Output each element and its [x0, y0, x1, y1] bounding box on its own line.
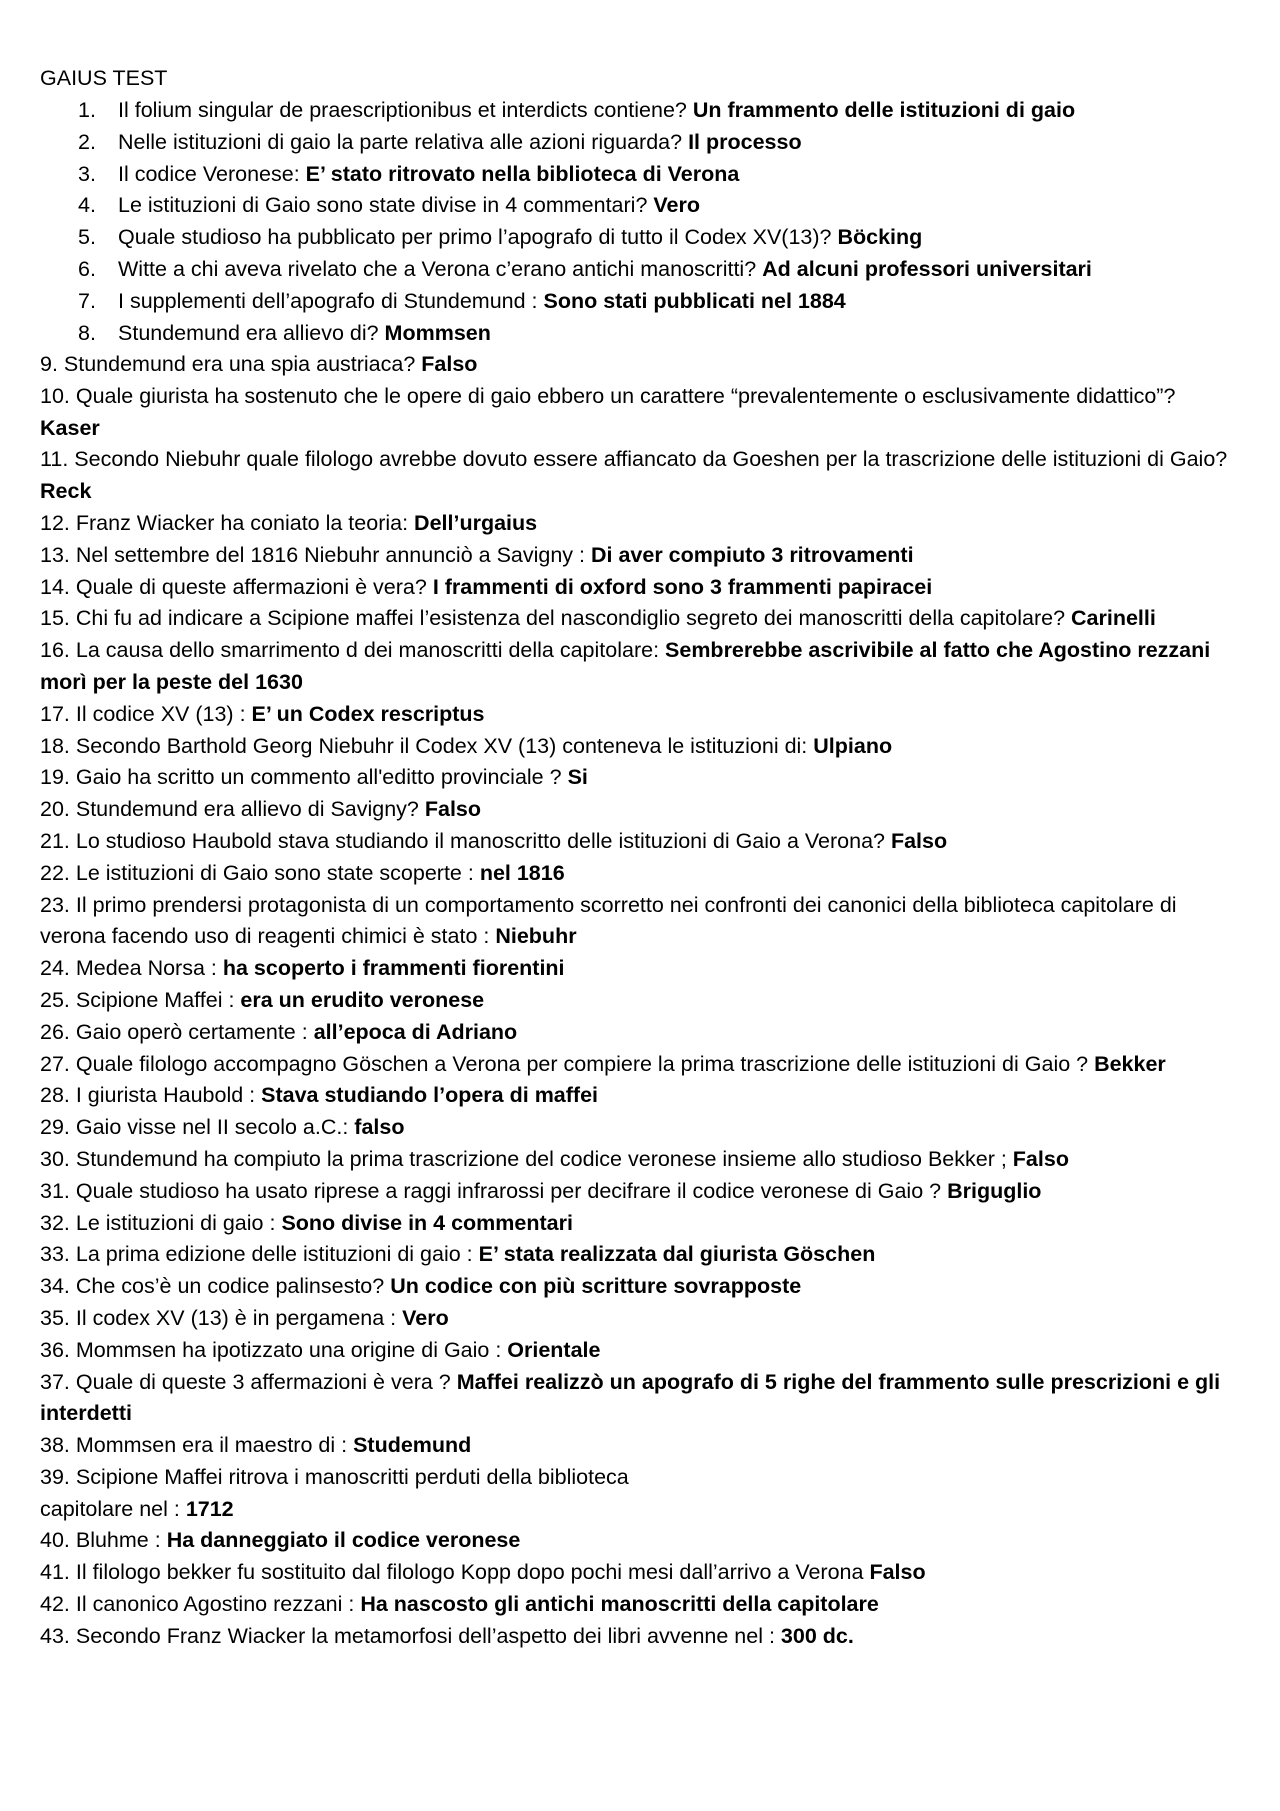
question-text: I supplementi dell’apografo di Stundemund :	[118, 288, 544, 313]
list-item	[40, 1335, 1240, 1367]
answer-text: Kaser	[40, 415, 100, 440]
answer-text: Il processo	[688, 129, 802, 154]
list-item	[40, 1112, 1240, 1144]
list-item	[40, 1557, 1240, 1589]
answer-text: E’ stato ritrovato nella biblioteca di Verona	[305, 161, 740, 186]
list-item	[40, 127, 1092, 159]
question-text: Nelle istituzioni di gaio la parte relativa alle azioni riguarda?	[118, 129, 689, 154]
question-text: 15. Chi fu ad indicare a Scipione maffei l’esistenza del nascondiglio segreto dei manoscritti della capitolare?	[40, 606, 1072, 631]
list-item	[40, 635, 1240, 699]
list-item	[40, 1144, 1240, 1176]
answer-text: I frammenti di oxford sono 3 frammenti papiracei	[432, 574, 933, 599]
question-text: 28. I giurista Haubold :	[40, 1083, 262, 1108]
answer-text: Un frammento delle istituzioni di gaio	[692, 98, 1076, 122]
question-text: Stundemund era allievo di?	[118, 320, 385, 345]
list-item	[40, 603, 1240, 635]
answer-text: all’epoca di Adriano	[313, 1019, 518, 1044]
answer-text: Falso	[421, 352, 478, 376]
question-text: Witte a chi aveva rivelato che a Verona c’erano antichi manoscritti?	[118, 256, 763, 281]
list-item	[40, 1303, 1240, 1335]
question-text: 34. Che cos’è un codice palinsesto?	[40, 1274, 391, 1299]
list-item	[40, 858, 1240, 890]
list-item	[40, 254, 1092, 286]
question-text: 22. Le istituzioni di Gaio sono state scoperte :	[40, 860, 480, 885]
list-item	[40, 953, 1240, 985]
list-item	[40, 890, 1240, 954]
answer-text: Böcking	[837, 225, 923, 250]
list-item	[40, 159, 1092, 191]
list-item	[40, 985, 1240, 1017]
answer-text: 300 dc.	[780, 1623, 854, 1648]
question-text: 11. Secondo Niebuhr quale filologo avrebbe dovuto essere affiancato da Goeshen per la trascrizione delle istituzioni di Gaio?	[40, 447, 1228, 472]
question-text: 25. Scipione Maffei :	[40, 987, 241, 1012]
question-text: 33. La prima edizione delle istituzioni di gaio :	[40, 1242, 479, 1267]
question-text: 16. La causa dello smarrimento d dei manoscritti della capitolare:	[40, 638, 666, 663]
answer-text: Maffei realizzò un apografo di 5 righe del frammento sulle prescrizioni e gli interdetti	[40, 1369, 1221, 1426]
question-text: 39. Scipione Maffei ritrova i manoscritti perduti della biblioteca	[40, 1464, 629, 1489]
answer-text: Sono stati pubblicati nel 1884	[543, 288, 846, 313]
question-text: 41. Il filologo bekker fu sostituito dal filologo Kopp dopo pochi mesi dall’arrivo a Verona	[40, 1560, 870, 1585]
question-text: 24. Medea Norsa :	[40, 956, 223, 981]
item-number: 6.	[78, 256, 96, 281]
list-item	[40, 1589, 1240, 1621]
question-text: 23. Il primo prendersi protagonista di un comportamento scorretto nei confronti dei canonici della biblioteca capitolare di verona facendo uso di reagenti chimici è stato :	[40, 892, 1177, 949]
question-text: 9. Stundemund era una spia austriaca?	[40, 352, 422, 376]
item-number: 5.	[78, 225, 96, 250]
list-item	[40, 1239, 1240, 1271]
item-number: 4.	[78, 193, 96, 218]
answer-text: Briguglio	[947, 1178, 1042, 1203]
question-text: 42. Il canonico Agostino rezzani :	[40, 1592, 361, 1617]
list-item	[40, 1049, 1240, 1081]
answer-text: Vero	[653, 193, 701, 218]
list-item	[40, 222, 1092, 254]
question-text: 38. Mommsen era il maestro di :	[40, 1433, 354, 1458]
answer-text: Un codice con più scritture sovrapposte	[390, 1274, 802, 1299]
question-text: Il codice Veronese:	[118, 161, 306, 186]
answer-text: Di aver compiuto 3 ritrovamenti	[590, 542, 914, 567]
list-item	[40, 444, 1240, 508]
answer-text: Reck	[40, 479, 92, 504]
list-item	[40, 1080, 1240, 1112]
item-number: 8.	[78, 320, 96, 345]
answer-text: Falso	[869, 1560, 926, 1585]
answer-text: Bekker	[1094, 1051, 1166, 1076]
answer-text: Studemund	[353, 1433, 472, 1458]
answer-text: falso	[354, 1115, 405, 1140]
answer-text: Ha danneggiato il codice veronese	[166, 1528, 521, 1553]
question-text: 14. Quale di queste affermazioni è vera?	[40, 574, 433, 599]
answer-text: Carinelli	[1071, 606, 1156, 631]
question-text: 19. Gaio ha scritto un commento all'editto provinciale ?	[40, 765, 568, 790]
list-item	[40, 1462, 1240, 1526]
list-item	[40, 1176, 1240, 1208]
list-item	[40, 731, 1240, 763]
list-item	[40, 1525, 1240, 1557]
answer-text: Vero	[402, 1305, 449, 1330]
question-text: 18. Secondo Barthold Georg Niebuhr il Codex XV (13) conteneva le istituzioni di:	[40, 733, 814, 758]
question-text: 13. Nel settembre del 1816 Niebuhr annunciò a Savigny :	[40, 542, 591, 567]
question-text: 10. Quale giurista ha sostenuto che le opere di gaio ebbero un carattere “prevalentemente o esclusivamente didattico”?	[40, 383, 1176, 408]
item-number: 3.	[78, 161, 96, 186]
answer-text: Ad alcuni professori universitari	[762, 256, 1092, 281]
list-item	[40, 349, 1240, 381]
list-item	[40, 508, 1240, 540]
question-text: 31. Quale studioso ha usato riprese a raggi infrarossi per decifrare il codice veronese di Gaio ?	[40, 1178, 948, 1203]
answer-text: Si	[567, 765, 588, 790]
question-text: 21. Lo studioso Haubold stava studiando il manoscritto delle istituzioni di Gaio a Verona?	[40, 828, 891, 853]
answer-text: Dell’urgaius	[414, 510, 538, 535]
item-number: 2.	[78, 129, 96, 154]
answer-text: E’ un Codex rescriptus	[251, 701, 485, 726]
answer-text: Falso	[1012, 1146, 1069, 1171]
question-text: 35. Il codex XV (13) è in pergamena :	[40, 1305, 403, 1330]
answer-text: Sono divise in 4 commentari	[281, 1210, 573, 1235]
question-text-continued: capitolare nel :	[40, 1496, 186, 1521]
list-item	[40, 1271, 1240, 1303]
question-text: 26. Gaio operò certamente :	[40, 1019, 314, 1044]
list-item	[40, 95, 1092, 127]
answer-text: Sembrerebbe ascrivibile al fatto che Agostino rezzani morì per la peste del 1630	[40, 638, 1211, 694]
question-text: 37. Quale di queste 3 affermazioni è vera ?	[40, 1369, 457, 1394]
question-text: 43. Secondo Franz Wiacker la metamorfosi dell’aspetto dei libri avvenne nel :	[40, 1623, 781, 1648]
question-text: Il folium singular de praescriptionibus et interdicts contiene?	[118, 98, 693, 122]
question-text: 17. Il codice XV (13) :	[40, 701, 252, 726]
list-item	[40, 1208, 1240, 1240]
question-text: 30. Stundemund ha compiuto la prima trascrizione del codice veronese insieme allo studioso Bekker ;	[40, 1146, 1013, 1171]
answer-text: Stava studiando l’opera di maffei	[261, 1083, 599, 1108]
answer-text: era un erudito veronese	[240, 987, 485, 1012]
answer-text: Orientale	[507, 1337, 601, 1362]
list-item	[40, 1621, 1240, 1653]
list-item	[40, 540, 1240, 572]
answer-text: Mommsen	[384, 320, 491, 345]
answer-text: Niebuhr	[495, 924, 577, 949]
answer-text: ha scoperto i frammenti fiorentini	[222, 956, 565, 981]
document-title: GAIUS TEST	[40, 66, 168, 90]
item-number: 7.	[78, 288, 96, 313]
answer-text: Ulpiano	[813, 733, 893, 758]
numbered-list	[40, 95, 1092, 349]
answer-text: Falso	[424, 797, 482, 822]
answer-text: Ha nascosto gli antichi manoscritti della capitolare	[360, 1592, 879, 1617]
list-item	[40, 826, 1240, 858]
question-text: 29. Gaio visse nel II secolo a.C.:	[40, 1115, 355, 1140]
list-item	[40, 1017, 1240, 1049]
list-item	[40, 794, 1240, 826]
question-list	[40, 349, 1240, 1653]
list-item	[40, 286, 1092, 318]
question-text: 40. Bluhme :	[40, 1528, 167, 1553]
question-text: 36. Mommsen ha ipotizzato una origine di Gaio :	[40, 1337, 508, 1362]
question-text: 12. Franz Wiacker ha coniato la teoria:	[40, 510, 415, 535]
list-item	[40, 318, 1092, 350]
question-text: Le istituzioni di Gaio sono state divise in 4 commentari?	[118, 193, 654, 218]
list-item	[40, 381, 1240, 445]
question-text: 32. Le istituzioni di gaio :	[40, 1210, 282, 1235]
answer-text: 1712	[185, 1496, 234, 1521]
list-item	[40, 190, 1092, 222]
item-number: 1.	[78, 98, 96, 122]
list-item	[40, 572, 1240, 604]
list-item	[40, 1430, 1240, 1462]
list-item	[40, 762, 1240, 794]
question-text: 27. Quale filologo accompagno Göschen a Verona per compiere la prima trascrizione delle istituzioni di Gaio ?	[40, 1051, 1095, 1076]
answer-text: nel 1816	[479, 860, 565, 885]
list-item	[40, 1367, 1240, 1431]
list-item	[40, 699, 1240, 731]
question-text: 20. Stundemund era allievo di Savigny?	[40, 797, 425, 822]
question-text: Quale studioso ha pubblicato per primo l’apografo di tutto il Codex XV(13)?	[118, 225, 838, 250]
answer-text: E’ stata realizzata dal giurista Göschen	[478, 1242, 876, 1267]
answer-text: Falso	[890, 828, 948, 853]
